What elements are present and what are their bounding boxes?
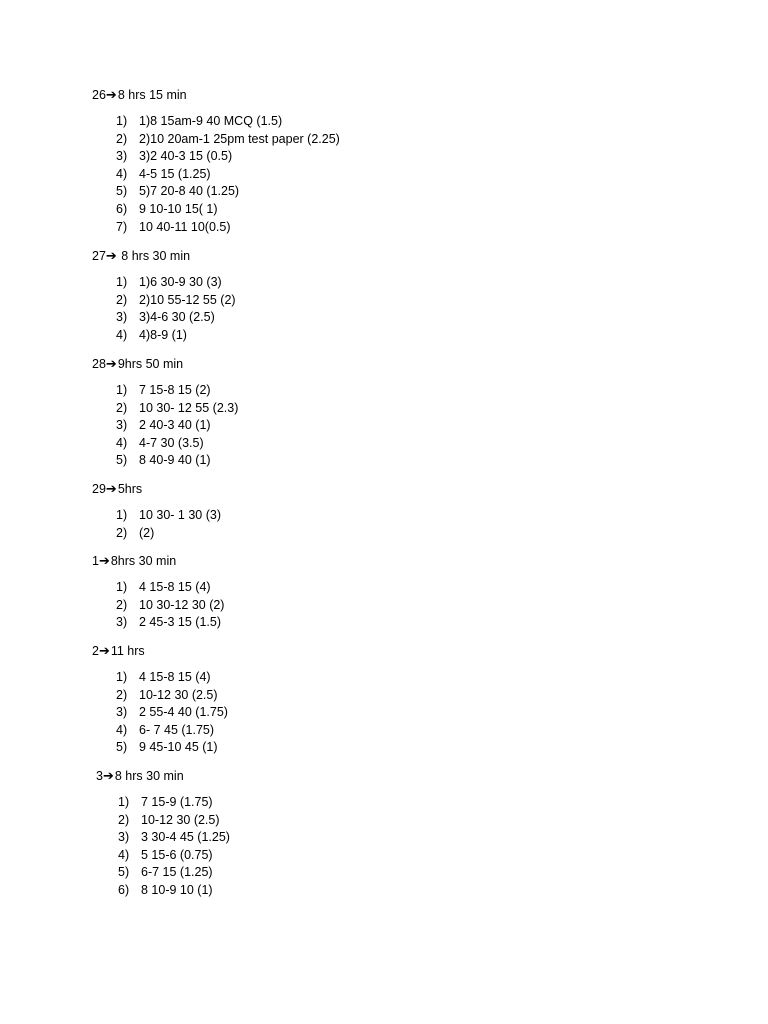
item-text: 10 30- 12 55 (2.3) (139, 400, 239, 415)
item-list (92, 382, 692, 470)
day-total: 5hrs (117, 482, 143, 496)
item-number: 5) (118, 865, 130, 880)
item-text: 4-7 30 (3.5) (139, 435, 204, 450)
item-number: 3) (116, 149, 128, 164)
item-number: 1) (116, 580, 128, 594)
item-text: 2 45-3 15 (1.5) (139, 615, 221, 630)
item-text: 10-12 30 (2.5) (139, 687, 218, 702)
item-text: 10 30- 1 30 (3) (139, 508, 221, 522)
item-text: 2 40-3 40 (1) (139, 418, 211, 433)
item-text: 2 55-4 40 (1.75) (139, 705, 228, 720)
list-item (92, 113, 692, 131)
list-item (92, 309, 692, 327)
item-text: 6- 7 45 (1.75) (139, 722, 215, 737)
item-number: 3) (116, 310, 128, 325)
list-item (92, 274, 692, 292)
arrow-right-icon: ➔ (105, 88, 117, 103)
list-item (96, 882, 696, 900)
list-item (92, 722, 692, 740)
day-block-3 (96, 767, 696, 900)
item-number: 2) (116, 400, 128, 415)
item-text: 4 15-8 15 (4) (139, 580, 211, 594)
list-item (96, 812, 696, 830)
list-item (96, 864, 696, 882)
item-number: 2) (116, 131, 128, 146)
item-text: 9 45-10 45 (1) (139, 740, 218, 755)
list-item (92, 614, 692, 632)
item-number: 3) (116, 418, 128, 433)
list-item (92, 739, 692, 757)
item-text: 2)10 55-12 55 (2) (139, 292, 236, 307)
day-total: 8 hrs 30 min (117, 249, 191, 263)
day-heading (92, 552, 692, 570)
item-number: 6) (116, 201, 128, 216)
item-number: 2) (118, 812, 130, 827)
item-list (96, 794, 696, 900)
item-number: 1) (118, 795, 130, 809)
day-block-27 (92, 247, 692, 344)
day-heading (96, 767, 696, 785)
day-block-2 (92, 642, 692, 757)
day-number: 29 (92, 482, 106, 496)
arrow-right-icon: ➔ (105, 249, 117, 264)
day-total: 11 hrs (110, 644, 145, 658)
item-number: 4) (116, 327, 128, 342)
item-text: 5)7 20-8 40 (1.25) (139, 184, 240, 199)
day-total: 8hrs 30 min (110, 554, 177, 568)
list-item (96, 847, 696, 865)
item-text: 7 15-9 (1.75) (141, 795, 213, 809)
item-text: 7 15-8 15 (2) (139, 383, 211, 397)
item-number: 5) (116, 740, 128, 755)
item-text: 10 30-12 30 (2) (139, 597, 225, 612)
item-list (92, 274, 692, 344)
list-item (92, 382, 692, 400)
item-number: 7) (116, 219, 128, 234)
list-item (92, 292, 692, 310)
arrow-right-icon: ➔ (105, 357, 117, 372)
item-text: 3)2 40-3 15 (0.5) (139, 149, 233, 164)
day-number: 26 (92, 88, 106, 102)
item-text: 5 15-6 (0.75) (141, 847, 213, 862)
item-number: 4) (118, 847, 130, 862)
item-number: 5) (116, 453, 128, 468)
list-item (92, 183, 692, 201)
item-number: 3) (116, 705, 128, 720)
item-text: 1)8 15am-9 40 MCQ (1.5) (139, 114, 283, 128)
item-text: 3)4-6 30 (2.5) (139, 310, 215, 325)
list-item (92, 219, 692, 237)
item-number: 3) (118, 830, 130, 845)
item-number: 1) (116, 114, 128, 128)
day-heading (92, 247, 692, 265)
day-total: 8 hrs 15 min (117, 88, 187, 102)
arrow-right-icon: ➔ (98, 644, 110, 659)
item-text: 4 15-8 15 (4) (139, 670, 211, 684)
item-number: 1) (116, 670, 128, 684)
item-text: 10-12 30 (2.5) (141, 812, 220, 827)
day-heading (92, 86, 692, 104)
item-list (92, 113, 692, 236)
item-text: 2)10 20am-1 25pm test paper (2.25) (139, 131, 340, 146)
day-block-29 (92, 480, 692, 542)
item-number: 4) (116, 722, 128, 737)
day-block-28 (92, 355, 692, 470)
day-heading (92, 642, 692, 660)
arrow-right-icon: ➔ (102, 769, 114, 784)
list-item (92, 327, 692, 345)
list-item (92, 148, 692, 166)
day-number: 28 (92, 357, 106, 371)
item-number: 2) (116, 525, 128, 540)
day-total: 8 hrs 30 min (114, 769, 184, 783)
day-total: 9hrs 50 min (117, 357, 184, 371)
item-number: 2) (116, 687, 128, 702)
day-heading (92, 480, 692, 498)
day-number: 27 (92, 249, 106, 263)
item-text: 3 30-4 45 (1.25) (141, 830, 230, 845)
list-item (92, 669, 692, 687)
day-block-26 (92, 86, 692, 236)
list-item (92, 525, 692, 543)
arrow-right-icon: ➔ (98, 554, 110, 569)
list-item (92, 507, 692, 525)
list-item (92, 201, 692, 219)
list-item (96, 794, 696, 812)
day-heading (92, 355, 692, 373)
item-text: 1)6 30-9 30 (3) (139, 275, 222, 289)
item-number: 2) (116, 597, 128, 612)
item-number: 1) (116, 508, 128, 522)
item-list (92, 579, 692, 632)
list-item (92, 435, 692, 453)
list-item (92, 597, 692, 615)
item-text: 4-5 15 (1.25) (139, 166, 211, 181)
item-text: (2) (139, 525, 155, 540)
item-list (92, 507, 692, 542)
item-text: 9 10-10 15( 1) (139, 201, 218, 216)
item-number: 5) (116, 184, 128, 199)
day-number: 2 (92, 644, 99, 658)
item-number: 4) (116, 435, 128, 450)
day-number: 3 (96, 769, 103, 783)
item-list (92, 669, 692, 757)
item-number: 1) (116, 383, 128, 397)
item-text: 10 40-11 10(0.5) (139, 219, 231, 234)
arrow-right-icon: ➔ (105, 482, 117, 497)
item-number: 6) (118, 882, 130, 897)
day-block-1 (92, 552, 692, 632)
list-item (92, 579, 692, 597)
item-text: 6-7 15 (1.25) (141, 865, 213, 880)
list-item (92, 166, 692, 184)
item-number: 1) (116, 275, 128, 289)
day-number: 1 (92, 554, 99, 568)
list-item (92, 417, 692, 435)
item-text: 8 10-9 10 (1) (141, 882, 213, 897)
list-item (92, 131, 692, 149)
item-text: 8 40-9 40 (1) (139, 453, 211, 468)
item-number: 2) (116, 292, 128, 307)
list-item (92, 704, 692, 722)
list-item (92, 687, 692, 705)
list-item (96, 829, 696, 847)
list-item (92, 400, 692, 418)
list-item (92, 452, 692, 470)
item-text: 4)8-9 (1) (139, 327, 187, 342)
item-number: 4) (116, 166, 128, 181)
item-number: 3) (116, 615, 128, 630)
